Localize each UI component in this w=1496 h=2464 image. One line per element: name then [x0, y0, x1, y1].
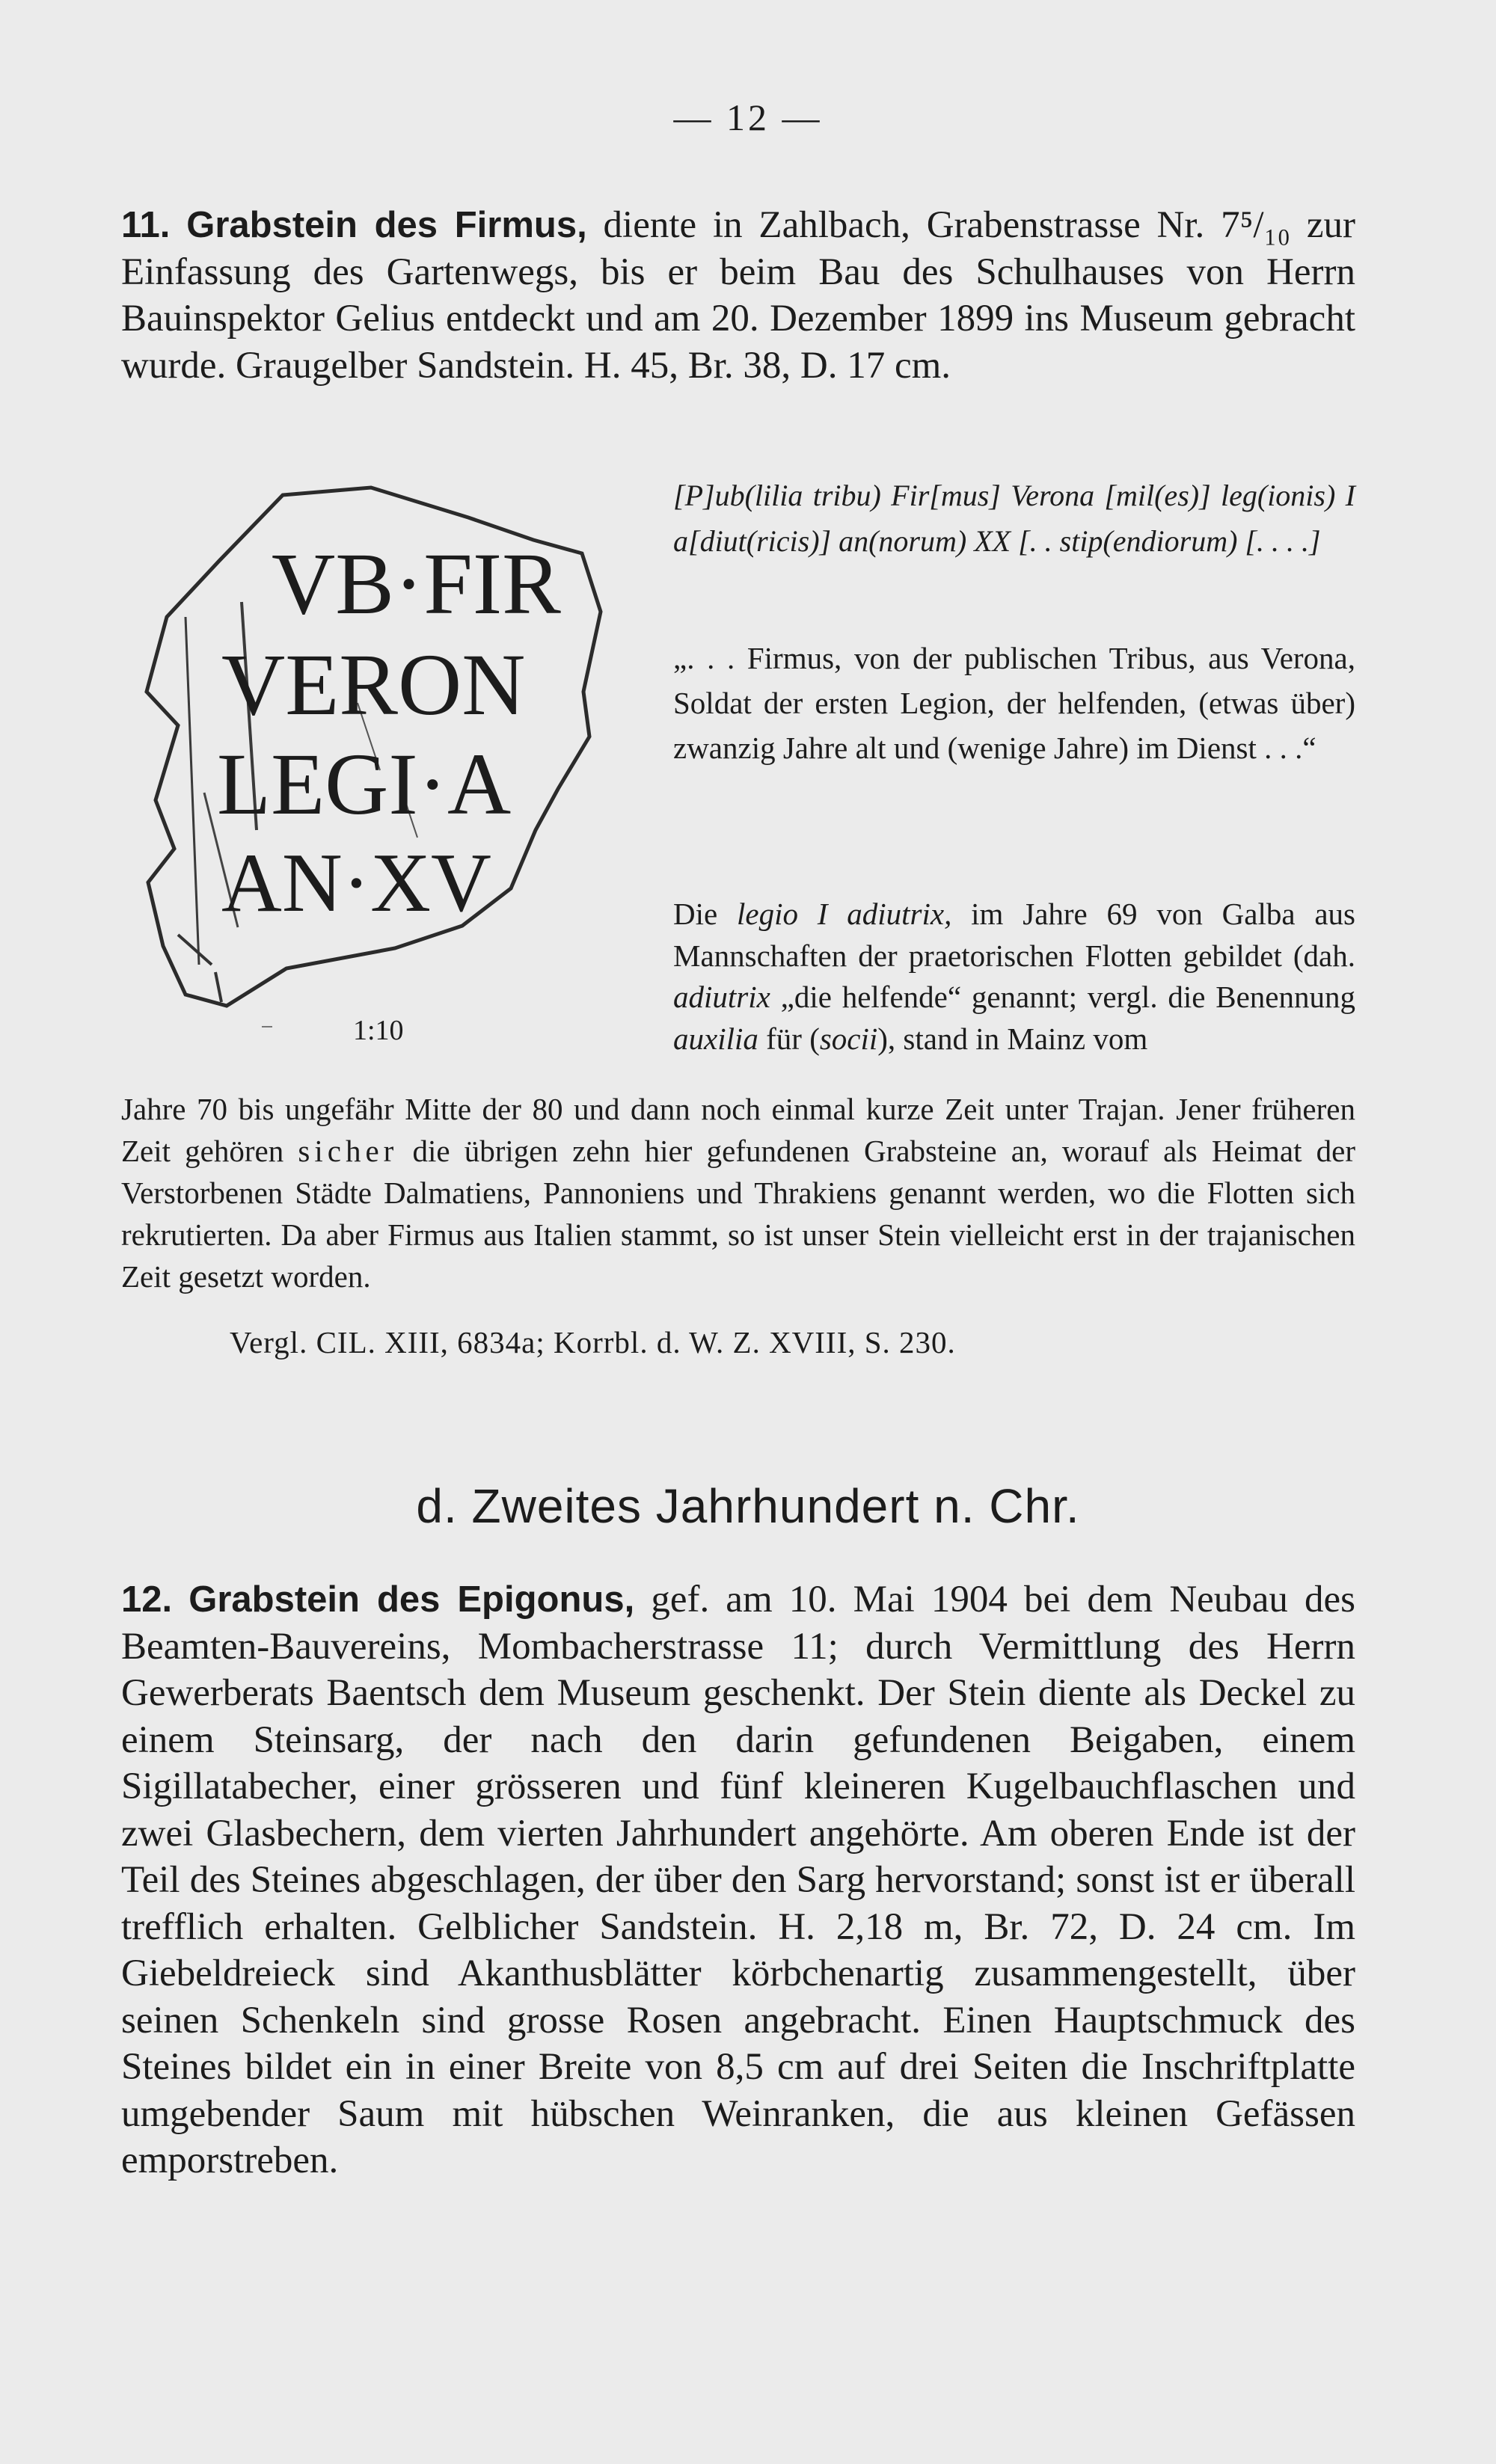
- commentary-adiutrix: adiutrix: [673, 980, 770, 1014]
- commentary-text: für: [766, 1021, 802, 1056]
- entry-11-title: Grabstein des Firmus,: [186, 205, 587, 245]
- entry-11-number: 11.: [121, 205, 171, 245]
- inscription-line-4: AN·XV: [221, 837, 491, 930]
- commentary-auxilia: auxilia: [673, 1021, 758, 1056]
- gravestone-drawing: [133, 479, 619, 1017]
- commentary-text: im Jahre 69 von Galba aus Mannschaften der praetorischen Flotten gebildet (dah.: [673, 897, 1356, 973]
- legion-commentary: Die legio I adiutrix, im Jahre 69 von Galba aus Mannschaften der praetorischen Flotten gebildet (dah. adiutrix „die helfende“ genannt; vergl. die Benennung auxilia für (socii), stand in Mainz vom: [673, 897, 1356, 1056]
- inscription-line-3: LEGI·A: [217, 735, 512, 833]
- entry-12-body: gef. am 10. Mai 1904 bei dem Neubau des Beamten-Bauvereins, Mombacherstrasse 11; durch Vermittlung des Herrn Gewerberats Baentsch dem Museum geschenkt. Der Stein diente als Deckel zu einem Steinsarg, der nach den darin gefundenen Beigaben, einem Sigillatabecher, einer grösseren und fünf kleineren Kugelbauchflaschen und zwei Glasbechern, dem vierten Jahrhundert angehörte. Am oberen Ende ist der Teil des Steines abgeschlagen, der über den Sarg hervorstand; sonst ist er überall trefflich erhalten. Gelblicher Sandstein. H. 2,18 m, Br. 72, D. 24 cm. Im Giebeldreieck sind Akanthusblätter körbchenartig zusammengestellt, über seinen Schenkeln sind grosse Rosen angebracht. Einen Hauptschmuck des Steines bildet ein in einer Breite von 8,5 cm auf drei Seiten die Inschriftplatte umgebender Saum mit hübschen Weinranken, die aus kleinen Gefässen emporstreben.: [121, 1579, 1356, 2181]
- bibliographic-reference: Vergl. CIL. XIII, 6834a; Korrbl. d. W. Z. XVIII, S. 230.: [230, 1325, 956, 1359]
- commentary-continuation: [121, 1088, 1355, 1297]
- emphasis-sicher: sicher: [298, 1134, 399, 1168]
- section-heading: d. Zweites Jahrhundert n. Chr.: [416, 1479, 1080, 1533]
- commentary-text: ), stand in Mainz vom: [877, 1021, 1148, 1056]
- commentary-legio: legio I adiutrix,: [737, 897, 952, 931]
- latin-transcription: [P]ub(lilia tribu) Fir[mus] Verona [mil(es)] leg(ionis) I a[diut(ricis)] an(norum) XX [. . stip(endiorum) [. . . .]: [673, 479, 1355, 558]
- continuation-text: die übrigen zehn hier gefundenen Grabsteine an, worauf als Heimat der Verstorbenen Städte Dalmatiens, Pannoniens und Thrakiens genannt werden, wo die Flotten sich rekrutierten. Da aber Firmus aus Italien stammt, so ist unser Stein vielleicht erst in der trajanischen Zeit gesetzt worden.: [121, 1134, 1356, 1294]
- page-number: — 12 —: [673, 96, 823, 138]
- inscription-line-1: VB·FIR: [272, 535, 561, 633]
- entry-11-body: diente in Zahlbach, Grabenstrasse Nr. 7⁵/₁₀ zur Einfassung des Gartenwegs, bis er beim Bau des Schulhauses von Herrn Bauinspektor Gelius entdeckt und am 20. Dezember 1899 ins Museum gebracht wurde. Graugelber Sandstein. H. 45, Br. 38, D. 17 cm.: [121, 204, 1356, 387]
- entry-11-paragraph: [121, 202, 1355, 389]
- entry-12-paragraph: [121, 1576, 1355, 2184]
- commentary-socii: socii: [819, 1021, 878, 1056]
- scale-label: 1:10: [353, 1015, 404, 1046]
- commentary-text: Die: [673, 897, 718, 931]
- continuation-text: Jahre 70 bis ungefähr Mitte der 80 und dann noch einmal kurze Zeit unter Trajan. Jener früheren Zeit gehören: [121, 1092, 1355, 1168]
- commentary-text: „die helfende“ genannt; vergl. die Benennung: [780, 980, 1355, 1014]
- gravestone-fragment-outline: [133, 479, 619, 1017]
- inscription-line-2: VERON: [221, 636, 526, 734]
- entry-12-number: 12.: [121, 1579, 173, 1620]
- german-translation: „. . . Firmus, von der publischen Tribus, aus Verona, Soldat der ersten Legion, der helfenden, (etwas über) zwanzig Jahre alt und (wenige Jahre) im Dienst . . .“: [673, 641, 1355, 765]
- entry-12-title: Grabstein des Epigonus,: [188, 1579, 635, 1620]
- scale-tick: [262, 1026, 272, 1027]
